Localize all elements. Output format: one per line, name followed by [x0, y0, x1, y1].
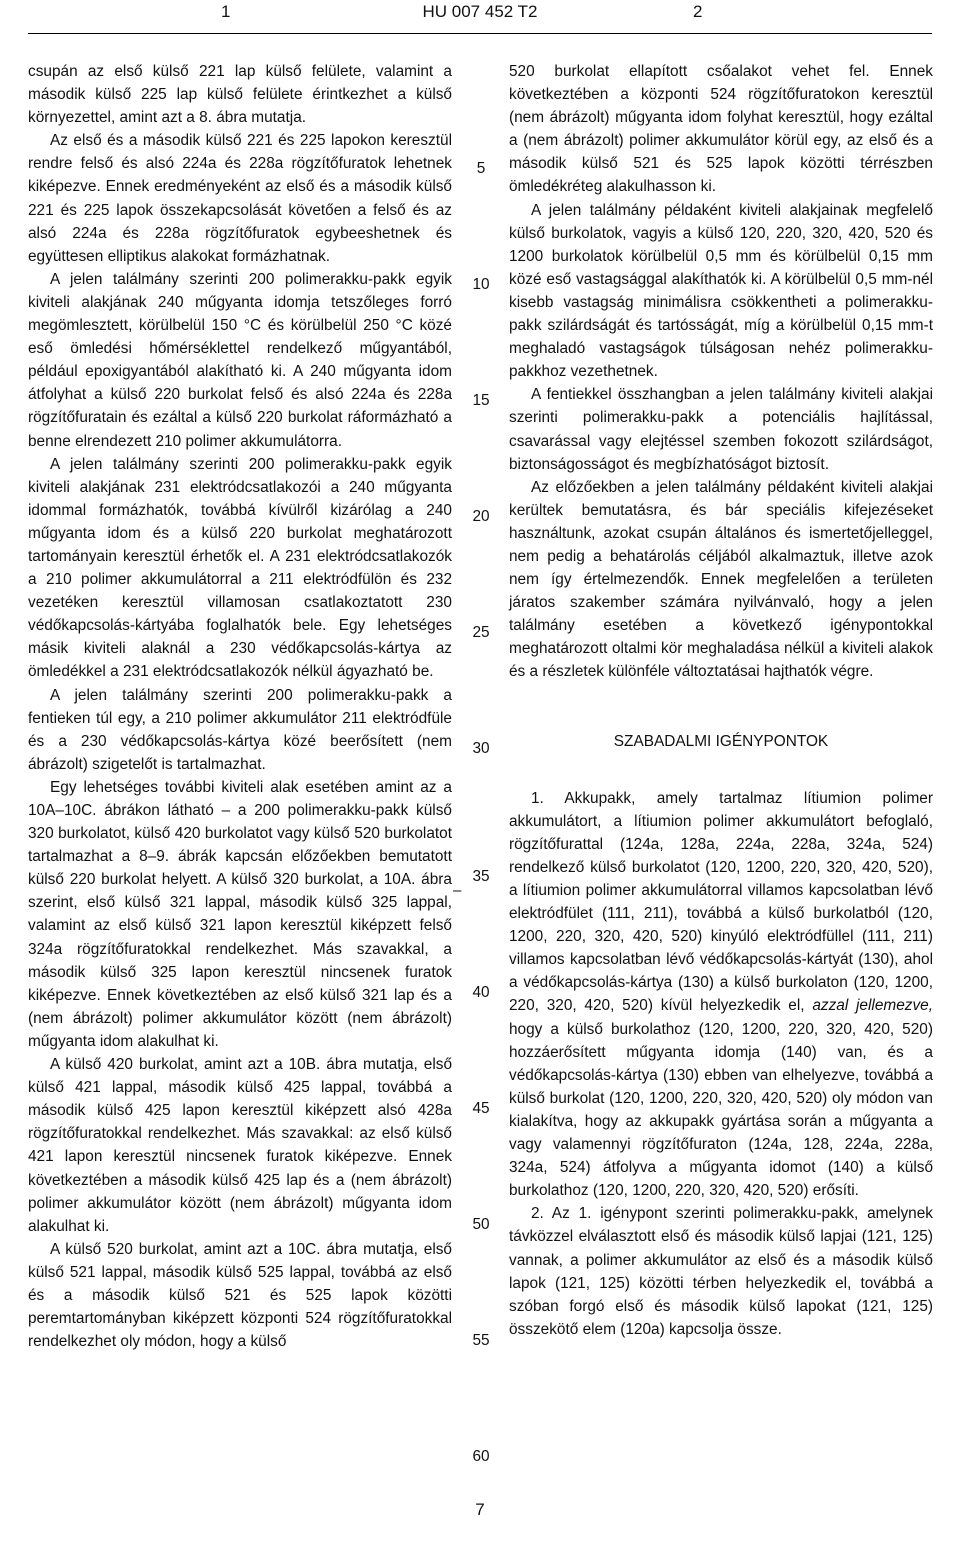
left-paragraph: A külső 520 burkolat, amint azt a 10C. ábra mutatja, első külső 521 lappal, második külső 525 lappal, továbbá az első és a második külső 521 és 525 lapok közötti peremtartományban kiképzett központi 524 rögzítőfuratokkal rendelkezhet oly módon, hogy a külső [28, 1240, 452, 1351]
left-paragraph: A jelen találmány szerinti 200 polimerakku-pakk egyik kiviteli alakjának 231 elektródcsatlakozói a 240 műgyanta idommal formázhatók, továbbá kívülről kizárólag a 240 műgyanta idom és a külső 220 burkolat meghatározott tartományain keresztül érhetők el. A 231 elektródcsatlakozók a 210 polimer akkumulátorral a 211 elektródfülön és 232 vezetéken keresztül villamosan csatlakoztatott 230 védőkapcsolás-kártyába foglalhatók bele. Egy lehetséges másik kiviteli alaknál a 230 védőkapcsolás-kártya az ömledékkel a 231 elektródcsatlakozók nélkül ágyazható be. [28, 455, 452, 681]
right-paragraph: 520 burkolat ellapított csőalakot vehet fel. Ennek következtében a központi 524 rögzítőfuratokon keresztül (nem ábrázolt) műgyanta idom folyhat keresztül, hogy ezáltal a (nem ábrázolt) polimer akkumulátor körül egy, az első és a második külső 521 és 525 lapok közötti térrészben ömledékréteg alakulhasson ki. [509, 63, 933, 196]
claim-1 [509, 787, 933, 1203]
line-number: 60 [472, 1448, 490, 1465]
line-dash: – [453, 882, 462, 899]
line-number: 25 [472, 624, 490, 641]
header-right-page-number: 2 [693, 2, 703, 21]
line-number: 10 [472, 276, 490, 293]
left-paragraph: Egy lehetséges további kiviteli alak esetében amint az a 10A–10C. ábrákon látható – a 200 polimerakku-pakk külső 320 burkolatot, külső 420 burkolatot vagy külső 520 burkolatot tartalmazhat a 8–9. ábrák kapcsán előzőekben bemutatott külső 220 burkolat helyett. A külső 320 burkolat, a 10A. ábra szerint, első külső 321 lappal, második külső 325 lappal, valamint az első külső 321 lapon keresztül kiképzett felső 324a rögzítőfuratokkal rendelkezhet. Más szavakkal, a második külső 325 lapon keresztül nincsenek furatok kiképezve. Ennek következtében az első külső 321 lap és a (nem ábrázolt) polimer akkumulátor között (nem ábrázolt) műgyanta idom alakulhat ki. [28, 778, 452, 1050]
left-paragraph: A jelen találmány szerinti 200 polimerakku-pakk egyik kiviteli alakjának 240 műgyanta idomja tetszőleges forró megömlesztett, körülbelül 150 °C és körülbelül 250 °C közé eső ömledési hőmérséklettel rendelkező műgyantából, például epoxigyantából alakítható ki. A 240 műgyanta idom átfolyhat a külső 220 burkolat felső és alsó 224a és 228a rögzítőfuratain és ezáltal a külső 220 burkolat ráformázható a benne elrendezett 210 polimer akkumulátorra. [28, 270, 452, 450]
left-paragraph: A jelen találmány szerinti 200 polimerakku-pakk a fentieken túl egy, a 210 polimer akkumulátor 211 elektródfüle és a 230 védőkapcsolás-kártya közé beerősített (nem ábrázolt) szigetelőt is tartalmazhat. [28, 686, 452, 773]
claim-1-start: 1. Akkupakk, amely tartalmaz lítiumion polimer akkumulátort, a lítiumion polimer akkumulátort befoglaló, rögzítőfurattal (124a, 128a, 224a, 228a, 324a, 524) rendelkező külső burkolatot (120, 1200, 220, 320, 420, 520), a lítiumion polimer akkumulátorral villamos kapcsolatban lévő elektródfület (111, 211), továbbá a külső burkolatból (120, 1200, 220, 320, 420, 520) kinyúló elektródfüllel (111, 211) villamos kapcsolatban lévő védőkapcsolás-kártyát (130), ahol a védőkapcsolás-kártya (130) a külső burkolaton (120, 1200, 220, 320, 420, 520) kívül helyezkedik el, [509, 789, 933, 1015]
left-paragraph: A külső 420 burkolat, amint azt a 10B. ábra mutatja, első külső 421 lappal, második külső 425 lappal, továbbá a második külső 425 lapon keresztül kiképzett alsó 428a rögzítőfuratokkal rendelkezhet. Más szavakkal: az első külső 421 lapon keresztül nincsenek furatok kiképezve. Ennek következtében a második külső 425 lap és a (nem ábrázolt) polimer akkumulátor között (nem ábrázolt) műgyanta idom alakulhat ki. [28, 1056, 452, 1235]
line-number: 50 [472, 1216, 490, 1233]
page-header [0, 0, 960, 30]
header-left-page-number: 1 [221, 2, 231, 21]
line-number: 55 [472, 1332, 490, 1349]
claim-2: 2. Az 1. igénypont szerinti polimerakku-pakk, amelynek távközzel elválasztott első és második külső lapjai (121, 125) vannak, a polimer akkumulátor az első és a második külső lapok (121, 125) közötti térben helyezkedik el, továbbá a szóban forgó első és második külső lapokat (121, 125) összekötő elem (120a) kapcsolja össze. [509, 1205, 933, 1338]
right-column [509, 60, 933, 1341]
page-footer-number: 7 [475, 1500, 485, 1519]
line-number: 45 [472, 1100, 490, 1117]
header-document-title: HU 007 452 T2 [422, 2, 538, 21]
line-number: 20 [472, 508, 490, 525]
left-paragraph: Az első és a második külső 221 és 225 lapokon keresztül rendre felső és alsó 224a és 228a rögzítőfuratok lehetnek kiképezve. Ennek eredményeként az első és a második külső 221 és 225 lapok összekapcsolását követően a felső és az alsó 224a és 228a rögzítőfuratok egybeeshetnek és együttesen elliptikus alakokat formázhatnak. [28, 132, 452, 265]
right-paragraph: Az előzőekben a jelen találmány példaként kiviteli alakjai kerültek bemutatásra, és bár speciális kifejezéseket használtunk, azokat csupán általános és ismertetőjelleggel, nem pedig a behatárolás céljából alkalmaztuk, illetve azok nem így értelmezendők. Ennek megfelelően a területen járatos szakember számára nyilvánvaló, hogy a jelen találmány esetében a következő igénypontokkal meghatározott oltalmi kör meghaladása nélkül a kiviteli alakok és a részletek különféle változtatásai hajthatók végre. [509, 478, 933, 681]
header-rule [28, 33, 932, 34]
right-paragraph: A fentiekkel összhangban a jelen találmány kiviteli alakjai szerinti polimerakku-pakk a potenciális hajlítással, csavarással vagy elejtéssel szemben fokozott szilárdságot, biztonságosságot és megbízhatóságot biztosít. [509, 386, 933, 473]
line-number: 15 [472, 392, 490, 409]
left-paragraph: csupán az első külső 221 lap külső felülete, valamint a második külső 225 lap külső felülete érintkezhet a külső környezettel, amint azt a 8. ábra mutatja. [28, 63, 452, 127]
claim-1-characterizing: azzal jellemezve, [812, 997, 933, 1015]
line-number: 35 [472, 868, 490, 885]
claims-heading: SZABADALMI IGÉNYPONTOK [613, 732, 829, 750]
left-column [28, 60, 452, 1353]
line-number: 5 [476, 160, 486, 177]
right-paragraph: A jelen találmány példaként kiviteli alakjainak megfelelő külső burkolatok, vagyis a külső 120, 220, 320, 420, 520 és 1200 burkolatok körülbelül 0,5 mm és körülbelül 0,15 mm közé eső vastagsággal alakíthatók ki. A körülbelül 0,5 mm-nél kisebb vastagság minimálisra csökkentheti a polimerakku-pakk szilárdságát és tartósságát, míg a körülbelül 0,15 mm-t meghaladó vastagságok túlságosan nehéz polimerakku-pakkhoz vezethetnek. [509, 201, 933, 381]
line-number: 40 [472, 984, 490, 1001]
line-number: 30 [472, 740, 490, 757]
claim-1-end: hogy a külső burkolathoz (120, 1200, 220, 320, 420, 520) hozzáerősített műgyanta idomja (140) van, és a védőkapcsolás-kártya (130) ebben van elhelyezve, továbbá a külső burkolat (120, 1200, 220, 320, 420, 520) oly módon van kialakítva, hogy az akkupakk gyártása során a műgyanta a vagy valamennyi rögzítőfuraton (124a, 128, 224a, 228a, 324a, 524) átfolyva a műgyanta idomot (140) a külső burkolathoz (120, 1200, 220, 320, 420, 520) erősíti. [509, 1020, 933, 1200]
